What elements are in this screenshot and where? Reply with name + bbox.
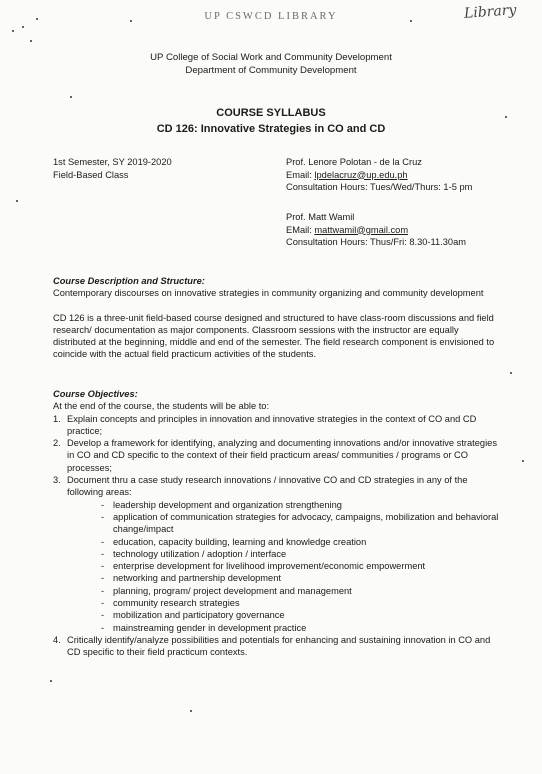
scan-speck bbox=[70, 96, 72, 98]
area-item: - enterprise development for livelihood improvement/economic empowerment bbox=[101, 561, 426, 572]
instructor-email-line: Email: lpdelacruz@up.edu.ph bbox=[286, 169, 408, 180]
scan-speck bbox=[522, 460, 524, 462]
semester: 1st Semester, SY 2019-2020 bbox=[53, 157, 172, 167]
email-link[interactable]: mattwamil@gmail.com bbox=[314, 224, 409, 235]
scan-speck bbox=[12, 30, 14, 32]
area-item: - community research strategies bbox=[101, 598, 240, 609]
scan-speck bbox=[50, 680, 52, 682]
area-item: - leadership development and organization strengthening bbox=[101, 499, 342, 510]
scan-speck bbox=[410, 20, 412, 22]
scan-speck bbox=[36, 18, 38, 20]
instructor-email-line: EMail: mattwamil@gmail.com bbox=[286, 224, 409, 235]
objectives-intro: At the end of the course, the students will be able to: bbox=[53, 401, 270, 412]
area-item: - mainstreaming gender in development practice bbox=[101, 622, 307, 633]
handwritten-note: Library bbox=[463, 2, 517, 22]
description-lead: Contemporary discourses on innovative strategies in community organizing and community development bbox=[53, 288, 484, 299]
scan-speck bbox=[190, 710, 192, 712]
area-item: - networking and partnership development bbox=[101, 573, 281, 584]
scan-speck bbox=[22, 26, 24, 28]
objective-item: 2. Develop a framework for identifying, analyzing and documenting innovations and/or innovative strategies in CO and CD specific to the context of their field practicum areas/ communities / programs or CO processes; bbox=[53, 438, 497, 473]
consultation-hours: Consultation Hours: Thus/Fri: 8.30-11.30am bbox=[286, 237, 466, 247]
section-heading: Course Description and Structure: bbox=[53, 276, 205, 286]
instructor-2 bbox=[286, 211, 466, 249]
area-item: - mobilization and participatory governance bbox=[101, 610, 285, 621]
class-type: Field-Based Class bbox=[53, 169, 129, 180]
course-title: CD 126: Innovative Strategies in CO and CD bbox=[156, 123, 386, 135]
consultation-hours: Consultation Hours: Tues/Wed/Thurs: 1-5 pm bbox=[286, 182, 473, 192]
college-name: UP College of Social Work and Community Development bbox=[150, 52, 392, 63]
scan-speck bbox=[505, 116, 507, 118]
department-name: Department of Community Development bbox=[185, 65, 357, 76]
instructor-1 bbox=[286, 156, 472, 194]
objectives-list bbox=[53, 413, 501, 659]
library-stamp: UP CSWCD LIBRARY bbox=[204, 11, 338, 22]
area-item: - planning, program/ project development and management bbox=[101, 585, 352, 596]
scan-speck bbox=[30, 40, 32, 42]
description-paragraph: CD 126 is a three-unit field-based course designed and structured to have class-room discussions and field research/ documentation as major components. Classroom sessions with the instructor are equally distributed at the beginning, middle and end of the semester. The field research component is envisioned to coincide with the actual field practicum activities of the students. bbox=[53, 312, 495, 360]
instructor-name: Prof. Matt Wamil bbox=[286, 212, 355, 222]
course-description bbox=[53, 275, 501, 361]
scan-speck bbox=[130, 20, 132, 22]
instructor-name: Prof. Lenore Polotan - de la Cruz bbox=[286, 157, 422, 167]
area-item: - application of communication strategies for advocacy, campaigns, mobilization and behavioral change/impact bbox=[101, 511, 499, 535]
objective-item: 1. Explain concepts and principles in innovation and innovative strategies in the context of CO and CD practice; bbox=[53, 413, 477, 436]
objective-item: 3. Document thru a case study research innovations / innovative CO and CD strategies in any of the following areas: - leadership development and organization strengthening - application of communication strategies for advocacy, campaigns, mobilization and behavioral change/impact - education, capacity building, learning and knowledge creation - technology utilization / adoption / interface - enterprise development for livelihood improvement/economic empowerment - networking and partnership development - planning, program/ project development and management - community research strategies - mobilization and participatory governance - mainstreaming gender in development practice bbox=[53, 474, 501, 634]
scan-speck bbox=[510, 372, 512, 374]
area-item: - education, capacity building, learning and knowledge creation bbox=[101, 536, 367, 547]
email-link[interactable]: lpdelacruz@up.edu.ph bbox=[314, 169, 408, 180]
class-info bbox=[53, 156, 172, 181]
objective-item: 4. Critically identify/analyze possibilities and potentials for enhancing and sustaining innovation in CO and CD specific to their field practicum contexts. bbox=[53, 634, 491, 658]
scan-speck bbox=[16, 200, 18, 202]
document-title: COURSE SYLLABUS bbox=[216, 107, 326, 119]
area-item: - technology utilization / adoption / interface bbox=[101, 548, 287, 559]
areas-list bbox=[67, 499, 501, 634]
section-heading: Course Objectives: bbox=[53, 389, 138, 399]
course-objectives bbox=[53, 388, 501, 659]
